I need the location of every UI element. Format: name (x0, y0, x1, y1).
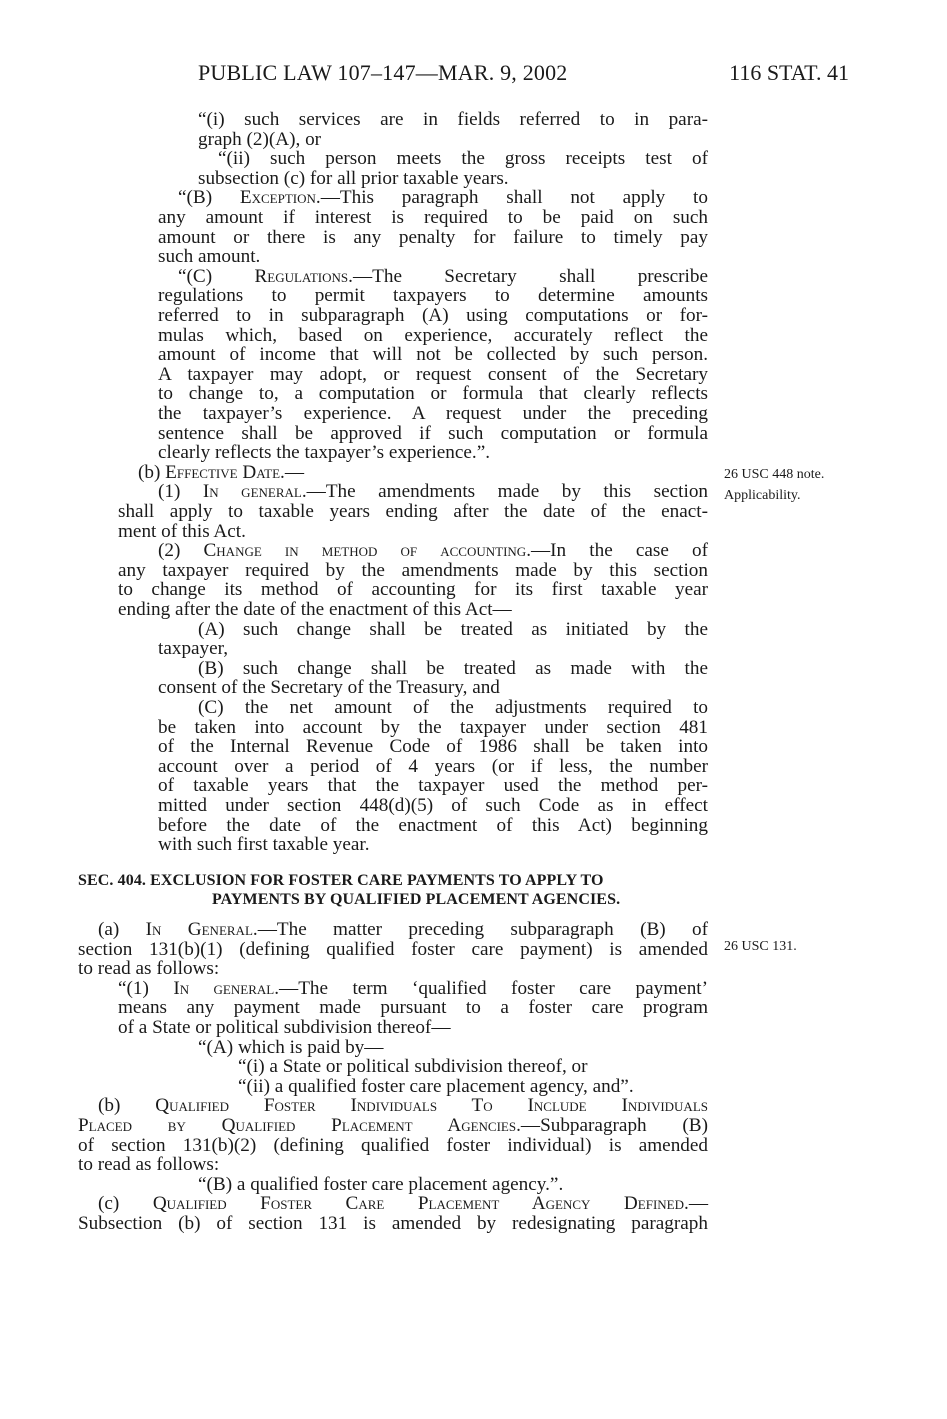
text: .—The matter preceding subparagraph (B) of (252, 919, 708, 940)
margin-note-usc-448: 26 USC 448 note. (724, 467, 825, 482)
text-line: mitted under section 448(d)(5) of such Code as in effect (158, 795, 708, 816)
text: .— (684, 1193, 708, 1215)
heading-text: Effective Date (165, 461, 281, 483)
text-line: the taxpayer’s experience. A request under the preceding (158, 403, 708, 424)
heading-text: In General (145, 919, 253, 940)
text-line: amount of income that will not be collected by such person. (158, 344, 708, 366)
enum: (1) (158, 481, 203, 503)
text-line: referred to in subparagraph (A) using computations or for- (158, 305, 708, 326)
text-line: any taxpayer required by the amendments made by this section (118, 559, 708, 581)
text: .—This paragraph shall not apply to (315, 187, 708, 209)
enum: (b) (98, 1095, 156, 1117)
section-heading-continued: PAYMENTS BY QUALIFIED PLACEMENT AGENCIES. (212, 891, 621, 908)
text-line: be taken into account by the taxpayer under section 481 (158, 716, 708, 738)
paragraph-heading (158, 541, 708, 561)
text-line: section 131(b)(1) (defining qualified foster care payment) is amended (78, 938, 708, 960)
subsection-heading (138, 463, 304, 483)
margin-note-applicability: Applicability. (724, 488, 801, 503)
heading-text: Qualified Foster Care Placement Agency Defined (152, 1193, 685, 1215)
enum: “(B) (178, 187, 240, 209)
heading-text: Exception (239, 187, 316, 209)
text-line: of the Internal Revenue Code of 1986 shall be taken into (158, 736, 708, 758)
subsection-heading (98, 1194, 708, 1214)
text-line: “(A) which is paid by— (198, 1036, 384, 1058)
subsection-heading (98, 920, 708, 940)
text-line: “(i) a State or political subdivision thereof, or (238, 1056, 588, 1078)
text-line: clearly reflects the taxpayer’s experience.”. (158, 442, 491, 464)
enum: (b) (138, 461, 166, 483)
heading-text: Qualified Foster Individuals To Include Individuals (155, 1095, 708, 1117)
text-line: of taxable years that the taxpayer used the method per- (158, 775, 708, 797)
heading-text: Change in method of accounting (203, 540, 527, 562)
enum: “(C) (178, 265, 255, 287)
text: .— (280, 461, 305, 483)
subsection-heading (98, 1096, 708, 1116)
statute-page-number: 116 STAT. 41 (729, 60, 849, 85)
text: .—In the case of (526, 540, 708, 562)
text-line: “(i) such services are in fields referred to in para- (198, 109, 708, 130)
enum: (2) (158, 540, 204, 562)
text: .—The term ‘qualified foster care payment’ (274, 977, 709, 999)
text-line: such amount. (158, 246, 261, 268)
text-line: Subsection (b) of section 131 is amended by redesignating paragraph (78, 1213, 708, 1234)
text: .—Subparagraph (B) (516, 1115, 708, 1136)
text-line: (A) such change shall be treated as initiated by the (198, 618, 708, 640)
text-line: shall apply to taxable years ending after the date of the enact- (118, 501, 708, 522)
enum: “(1) (118, 977, 174, 999)
text-line: (B) such change shall be treated as made with the (198, 657, 708, 679)
paragraph-heading (158, 482, 708, 502)
text-line: before the date of the enactment of this Act) beginning (158, 814, 708, 836)
text-line: of section 131(b)(2) (defining qualified foster individual) is amended (78, 1134, 708, 1156)
text-line: A taxpayer may adopt, or request consent of the Secretary (158, 363, 708, 385)
text-line: consent of the Secretary of the Treasury, and (158, 677, 500, 699)
text-line: (C) the net amount of the adjustments required to (198, 697, 708, 718)
text-line: with such first taxable year. (158, 834, 370, 856)
subparagraph-heading (178, 188, 708, 208)
heading-text: In general (173, 977, 275, 999)
text-line: ment of this Act. (118, 520, 246, 542)
text-line: sentence shall be approved if such computation or formula (158, 422, 708, 444)
text-line: mulas which, based on experience, accurately reflect the (158, 324, 708, 346)
text-line: graph (2)(A), or (198, 128, 322, 150)
text-line: taxpayer, (158, 638, 229, 660)
subparagraph-heading (178, 267, 708, 287)
margin-note-usc-131: 26 USC 131. (724, 939, 797, 954)
text-line: to change its method of accounting for its first taxable year (118, 579, 708, 601)
enum: (c) (98, 1193, 153, 1215)
paragraph-heading (118, 979, 708, 999)
running-title: PUBLIC LAW 107–147—MAR. 9, 2002 (198, 60, 568, 85)
text-line: of a State or political subdivision thereof— (118, 1017, 451, 1038)
heading-text: Placed by Qualified Placement Agencies (78, 1115, 517, 1136)
text: .—The amendments made by this section (301, 481, 709, 503)
text-line: subsection (c) for all prior taxable years. (198, 167, 509, 189)
text-line: to change to, a computation or formula that clearly reflects (158, 383, 708, 405)
text-line: account over a period of 4 years (or if less, the number (158, 755, 708, 777)
subsection-heading-continued (78, 1116, 708, 1136)
text: .—The Secretary shall prescribe (348, 265, 709, 287)
text-line: “(ii) such person meets the gross receipts test of (218, 148, 708, 170)
text-line: regulations to permit taxpayers to determine amounts (158, 285, 708, 307)
heading-text: Regulations (254, 265, 349, 287)
enum: (a) (98, 919, 146, 940)
text-line: means any payment made pursuant to a foster care program (118, 997, 708, 1019)
page-header (0, 60, 947, 90)
text-line: “(ii) a qualified foster care placement agency, and”. (238, 1075, 634, 1097)
text-line: “(B) a qualified foster care placement agency.”. (198, 1173, 564, 1195)
section-heading: SEC. 404. EXCLUSION FOR FOSTER CARE PAYMENTS TO APPLY TO (78, 872, 604, 889)
heading-text: In general (202, 481, 302, 503)
text-line: ending after the date of the enactment of this Act— (118, 599, 512, 620)
text-line: any amount if interest is required to be paid on such (158, 207, 708, 228)
text-line: to read as follows: (78, 958, 220, 980)
text-line: to read as follows: (78, 1154, 220, 1176)
text-line: amount or there is any penalty for failure to timely pay (158, 226, 708, 248)
